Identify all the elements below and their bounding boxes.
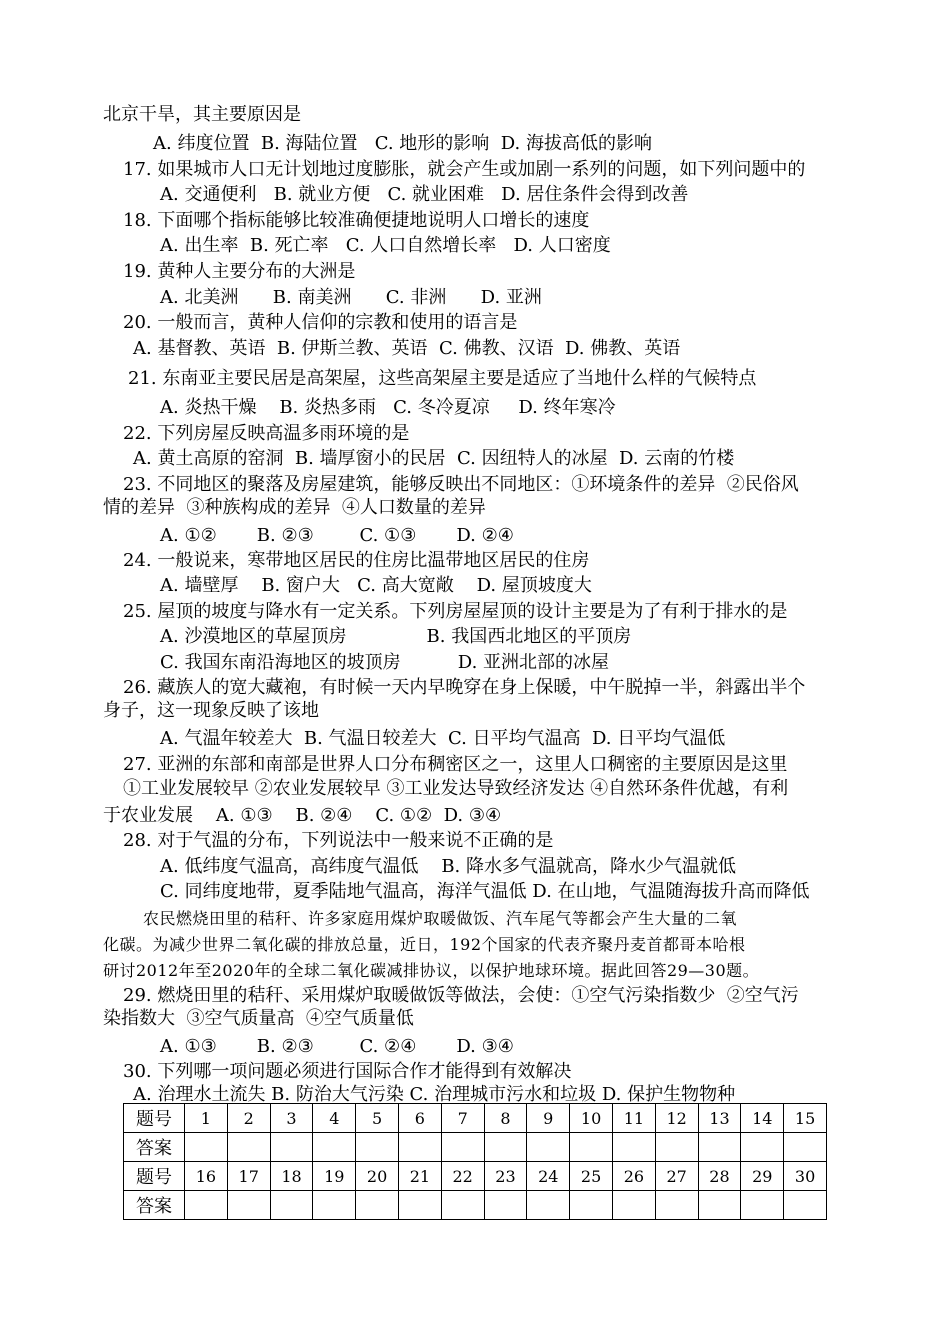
question-number-cell: 17	[227, 1162, 270, 1191]
question-number-cell: 19	[313, 1162, 356, 1191]
question-21-stem: 21. 东南亚主要民居是高架屋，这些高架屋主要是适应了当地什么样的气候特点	[128, 368, 757, 389]
question-number-cell: 3	[270, 1104, 313, 1133]
question-22-options: A. 黄土高原的窑洞 B. 墙厚窗小的民居 C. 因纽特人的冰屋 D. 云南的竹楼	[133, 448, 735, 469]
answer-cell[interactable]	[570, 1191, 613, 1220]
question-number-cell: 28	[698, 1162, 741, 1191]
question-18-stem: 18. 下面哪个指标能够比较准确便捷地说明人口增长的速度	[123, 210, 590, 231]
question-number-cell: 7	[441, 1104, 484, 1133]
question-29-options: A. ①③ B. ②③ C. ②④ D. ③④	[160, 1036, 514, 1057]
question-17-options: A. 交通便利 B. 就业方便 C. 就业困难 D. 居住条件会得到改善	[160, 184, 689, 205]
answer-cell[interactable]	[741, 1191, 784, 1220]
question-number-cell: 4	[313, 1104, 356, 1133]
question-28-options-ab: A. 低纬度气温高，高纬度气温低 B. 降水多气温就高，降水少气温就低	[160, 856, 736, 877]
answer-cell[interactable]	[356, 1191, 399, 1220]
question-number-cell: 13	[698, 1104, 741, 1133]
answer-cell[interactable]	[270, 1133, 313, 1162]
question-24-stem: 24. 一般说来，寒带地区居民的住房比温带地区居民的住房	[123, 550, 590, 571]
question-25-options-cd: C. 我国东南沿海地区的坡顶房 D. 亚洲北部的冰屋	[160, 652, 610, 673]
question-29-stem-cont: 染指数大 ③空气质量高 ④空气质量低	[103, 1008, 414, 1029]
question-number-cell: 11	[612, 1104, 655, 1133]
answer-cell[interactable]	[356, 1133, 399, 1162]
question-number-cell: 1	[185, 1104, 228, 1133]
answer-cell[interactable]	[570, 1133, 613, 1162]
question-18-options: A. 出生率 B. 死亡率 C. 人口自然增长率 D. 人口密度	[160, 235, 611, 256]
question-number-cell: 14	[741, 1104, 784, 1133]
question-25-options-ab: A. 沙漠地区的草屋顶房 B. 我国西北地区的平顶房	[160, 626, 632, 647]
question-number-cell: 20	[356, 1162, 399, 1191]
question-23-stem-cont: 情的差异 ③种族构成的差异 ④人口数量的差异	[103, 497, 486, 518]
answer-cell[interactable]	[698, 1191, 741, 1220]
question-30-options: A. 治理水土流失 B. 防治大气污染 C. 治理城市污水和垃圾 D. 保护生物物种	[133, 1084, 736, 1105]
answer-cell[interactable]	[484, 1133, 527, 1162]
answer-cell[interactable]	[185, 1191, 228, 1220]
passage-line-1: 农民燃烧田里的秸秆、许多家庭用煤炉取暖做饭、汽车尾气等都会产生大量的二氧	[143, 909, 738, 928]
question-number-cell: 18	[270, 1162, 313, 1191]
question-number-cell: 6	[398, 1104, 441, 1133]
answer-cell[interactable]	[655, 1191, 698, 1220]
question-19-options: A. 北美洲 B. 南美洲 C. 非洲 D. 亚洲	[160, 287, 542, 308]
question-16-stem-end: 北京干旱，其主要原因是	[103, 104, 301, 125]
answer-cell[interactable]	[784, 1133, 827, 1162]
question-number-cell: 15	[784, 1104, 827, 1133]
answer-cell[interactable]	[441, 1191, 484, 1220]
question-27-options: 于农业发展 A. ①③ B. ②④ C. ①② D. ③④	[103, 805, 502, 826]
question-number-cell: 27	[655, 1162, 698, 1191]
answer-cell[interactable]	[227, 1133, 270, 1162]
question-number-cell: 16	[185, 1162, 228, 1191]
answer-cell[interactable]	[527, 1133, 570, 1162]
question-23-stem: 23. 不同地区的聚落及房屋建筑，能够反映出不同地区：①环境条件的差异 ②民俗风	[123, 474, 799, 495]
answer-cell[interactable]	[655, 1133, 698, 1162]
question-number-cell: 2	[227, 1104, 270, 1133]
answer-cell[interactable]	[784, 1191, 827, 1220]
question-23-options: A. ①② B. ②③ C. ①③ D. ②④	[160, 525, 514, 546]
question-17-stem: 17. 如果城市人口无计划地过度膨胀，就会产生或加剧一系列的问题，如下列问题中的	[123, 159, 806, 180]
question-21-options: A. 炎热干燥 B. 炎热多雨 C. 冬冷夏凉 D. 终年寒冷	[160, 397, 616, 418]
answer-cell[interactable]	[398, 1191, 441, 1220]
question-number-cell: 29	[741, 1162, 784, 1191]
question-number-cell: 9	[527, 1104, 570, 1133]
table-row-answers-1	[124, 1133, 827, 1162]
question-25-stem: 25. 屋顶的坡度与降水有一定关系。下列房屋屋顶的设计主要是为了有利于排水的是	[123, 601, 788, 622]
answer-cell[interactable]	[527, 1191, 570, 1220]
question-number-cell: 23	[484, 1162, 527, 1191]
question-27-stem: 27. 亚洲的东部和南部是世界人口分布稠密区之一，这里人口稠密的主要原因是这里	[123, 754, 788, 775]
table-row-answers-2	[124, 1191, 827, 1220]
question-20-stem: 20. 一般而言，黄种人信仰的宗教和使用的语言是	[123, 312, 518, 333]
question-number-cell: 24	[527, 1162, 570, 1191]
row-label-answer: 答案	[124, 1133, 185, 1162]
answer-cell[interactable]	[741, 1133, 784, 1162]
question-27-stem-cont: ①工业发展较早 ②农业发展较早 ③工业发达导致经济发达 ④自然环条件优越，有利	[123, 778, 789, 799]
passage-line-3: 研讨2012年至2020年的全球二氧化碳减排协议，以保护地球环境。据此回答29—30题。	[103, 961, 760, 980]
answer-cell[interactable]	[612, 1191, 655, 1220]
question-28-stem: 28. 对于气温的分布，下列说法中一般来说不正确的是	[123, 830, 554, 851]
answer-cell[interactable]	[270, 1191, 313, 1220]
question-number-cell: 25	[570, 1162, 613, 1191]
question-number-cell: 22	[441, 1162, 484, 1191]
question-26-stem: 26. 藏族人的宽大藏袍，有时候一天内早晚穿在身上保暖，中午脱掉一半，斜露出半个	[123, 677, 806, 698]
answer-cell[interactable]	[698, 1133, 741, 1162]
answer-cell[interactable]	[185, 1133, 228, 1162]
answer-cell[interactable]	[484, 1191, 527, 1220]
answer-sheet-table	[123, 1103, 827, 1220]
passage-line-2: 化碳。为减少世界二氧化碳的排放总量，近日，192个国家的代表齐聚丹麦首都哥本哈根	[103, 935, 746, 954]
question-26-stem-cont: 身子，这一现象反映了该地	[103, 700, 319, 721]
row-label-answer: 答案	[124, 1191, 185, 1220]
answer-cell[interactable]	[398, 1133, 441, 1162]
question-number-cell: 8	[484, 1104, 527, 1133]
question-number-cell: 5	[356, 1104, 399, 1133]
question-30-stem: 30. 下列哪一项问题必须进行国际合作才能得到有效解决	[123, 1061, 572, 1082]
answer-cell[interactable]	[313, 1133, 356, 1162]
question-number-cell: 12	[655, 1104, 698, 1133]
question-26-options: A. 气温年较差大 B. 气温日较差大 C. 日平均气温高 D. 日平均气温低	[160, 728, 726, 749]
question-number-cell: 21	[398, 1162, 441, 1191]
question-29-stem: 29. 燃烧田里的秸秆、采用煤炉取暖做饭等做法，会使：①空气污染指数少 ②空气污	[123, 985, 799, 1006]
question-20-options: A. 基督教、英语 B. 伊斯兰教、英语 C. 佛教、汉语 D. 佛教、英语	[133, 338, 681, 359]
question-16-options: A. 纬度位置 B. 海陆位置 C. 地形的影响 D. 海拔高低的影响	[153, 133, 652, 154]
question-number-cell: 30	[784, 1162, 827, 1191]
question-22-stem: 22. 下列房屋反映高温多雨环境的是	[123, 423, 410, 444]
question-28-options-cd: C. 同纬度地带，夏季陆地气温高，海洋气温低 D. 在山地，气温随海拔升高而降低	[160, 881, 810, 902]
answer-cell[interactable]	[612, 1133, 655, 1162]
question-number-cell: 10	[570, 1104, 613, 1133]
answer-cell[interactable]	[313, 1191, 356, 1220]
question-24-options: A. 墙壁厚 B. 窗户大 C. 高大宽敞 D. 屋顶坡度大	[160, 575, 592, 596]
row-label-number: 题号	[124, 1162, 185, 1191]
question-number-cell: 26	[612, 1162, 655, 1191]
table-row-numbers-1	[124, 1104, 827, 1133]
question-19-stem: 19. 黄种人主要分布的大洲是	[123, 261, 356, 282]
answer-cell[interactable]	[441, 1133, 484, 1162]
table-row-numbers-2	[124, 1162, 827, 1191]
row-label-number: 题号	[124, 1104, 185, 1133]
answer-cell[interactable]	[227, 1191, 270, 1220]
